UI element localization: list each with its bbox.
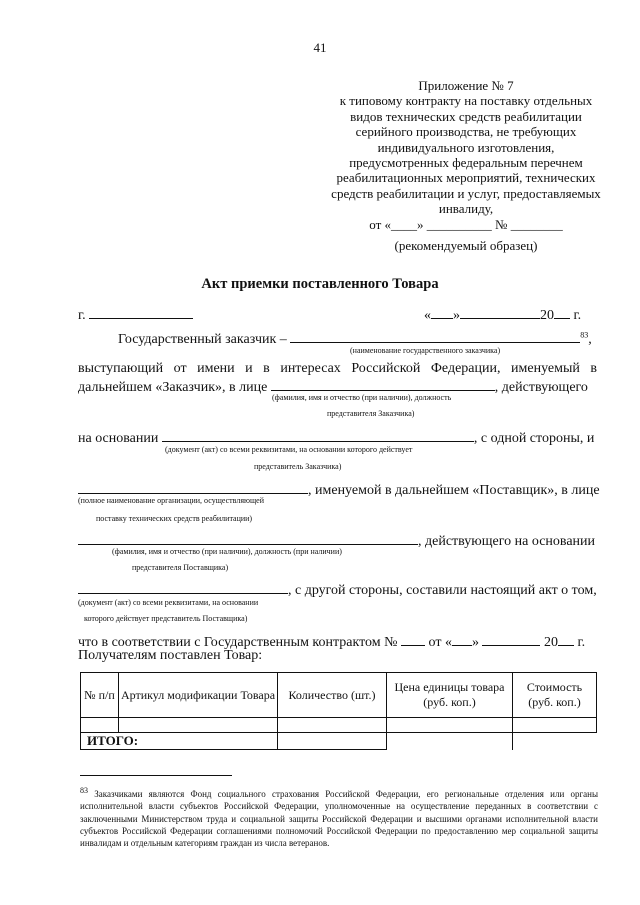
supplier-text: , именуемой в дальнейшем «Поставщик», в лице bbox=[308, 483, 600, 498]
supplier-doc-field[interactable] bbox=[78, 580, 288, 594]
para1-line1: выступающий от имени и в интересах Российской Федерации, именуемый в bbox=[78, 361, 597, 376]
total-spacer bbox=[513, 733, 597, 750]
appendix-line: предусмотренных федеральным перечнем bbox=[349, 155, 583, 171]
caption-rep-1: (фамилия, имя и отчество (при наличии), должность bbox=[272, 393, 452, 402]
contract-year-prefix: 20 bbox=[543, 635, 558, 650]
footnote-text: Заказчиками являются Фонд социального страхования Российской Федерации, его региональные отделения или органы исполнительной власти субъектов Российской Федерации, уполномоченные на осуществление переданных в соответствии с заключенными Министерством труда и социальной защиты Российской Федерации и высшими органами исполнительной власти субъектов Российской Федерации соглашениями полномочий Российской Федерации по предоставлению мер социальной защиты инвалидам и отдельным категориям граждан из числа ветеранов. bbox=[80, 789, 599, 849]
para1-line2-end: , действующего bbox=[494, 380, 588, 395]
footnote-divider bbox=[80, 775, 232, 776]
header-cost: Стоимость (руб. коп.) bbox=[513, 673, 597, 718]
contract-month-field[interactable] bbox=[482, 632, 540, 646]
appendix-line: к типовому контракту на поставку отдельных bbox=[339, 93, 593, 109]
year-prefix: 20 bbox=[540, 308, 554, 323]
other-side-text: , с другой стороны, составили настоящий акт о том, bbox=[288, 583, 597, 598]
city-line bbox=[78, 305, 193, 324]
header-number: № п/п bbox=[81, 673, 119, 718]
header-quantity: Количество (шт.) bbox=[278, 673, 387, 718]
appendix-line: индивидуального изготовления, bbox=[377, 139, 555, 155]
total-label: ИТОГО: bbox=[81, 733, 278, 750]
header-unit-price: Цена единицы товара (руб. коп.) bbox=[387, 673, 513, 718]
appendix-line: серийного производства, не требующих bbox=[355, 124, 577, 140]
appendix-line: видов технических средств реабилитации bbox=[350, 108, 582, 124]
contract-date-close: » bbox=[471, 635, 479, 650]
basis-doc-field[interactable] bbox=[162, 428, 474, 442]
date-close: » bbox=[453, 308, 460, 323]
caption-customer: (наименование государственного заказчика) bbox=[350, 346, 501, 355]
footnote bbox=[80, 785, 598, 849]
appendix-line: реабилитационных мероприятий, технических bbox=[336, 170, 596, 186]
sample-note: (рекомендуемый образец) bbox=[394, 238, 538, 253]
customer-label: Государственный заказчик – bbox=[118, 332, 287, 347]
contract-number-field[interactable] bbox=[401, 632, 425, 646]
caption-doc-1: (документ (акт) со всеми реквизитами, на основании которого действует bbox=[165, 445, 413, 454]
para1-line2-text: дальнейшем «Заказчик», в лице bbox=[78, 380, 268, 395]
caption-sdoc-1: (документ (акт) со всеми реквизитами, на основании bbox=[78, 598, 259, 607]
cell-cost[interactable] bbox=[513, 718, 597, 733]
year-field[interactable] bbox=[554, 305, 570, 319]
month-field[interactable] bbox=[460, 305, 540, 319]
contract-from: от « bbox=[428, 635, 452, 650]
basis-label: на основании bbox=[78, 431, 159, 446]
appendix-date-line: от «____» __________ № ________ bbox=[369, 216, 563, 232]
caption-org-1: (полное наименование организации, осуществляющей bbox=[78, 496, 264, 505]
caption-sup-1: (фамилия, имя и отчество (при наличии), должность (при наличии) bbox=[112, 547, 342, 556]
document-title: Акт приемки поставленного Товара bbox=[201, 276, 439, 292]
other-side-line bbox=[78, 580, 597, 599]
caption-sdoc-2: которого действует представитель Поставщика) bbox=[84, 614, 248, 623]
table-total-row bbox=[81, 733, 597, 750]
header-article: Артикул модификации Товара bbox=[119, 673, 278, 718]
year-suffix: г. bbox=[573, 308, 582, 323]
goods-table bbox=[80, 672, 597, 750]
total-quantity[interactable] bbox=[278, 733, 387, 750]
total-empty bbox=[387, 733, 513, 750]
cell-unit-price[interactable] bbox=[387, 718, 513, 733]
customer-trail: , bbox=[588, 332, 592, 347]
day-field[interactable] bbox=[431, 305, 453, 319]
caption-org-2: поставку технических средств реабилитации) bbox=[96, 514, 253, 523]
table-header-row bbox=[81, 673, 597, 718]
date-open: « bbox=[424, 308, 431, 323]
cell-article[interactable] bbox=[119, 718, 278, 733]
footnote-number: 83 bbox=[80, 786, 88, 795]
basis-end: , с одной стороны, и bbox=[473, 431, 595, 446]
appendix-line: средств реабилитации и услуг, предоставляемых bbox=[331, 185, 601, 201]
acting-text: , действующего на основании bbox=[418, 534, 596, 549]
city-field[interactable] bbox=[89, 305, 193, 319]
customer-rep-field[interactable] bbox=[271, 377, 495, 391]
customer-name-field[interactable] bbox=[290, 329, 580, 343]
appendix-line: инвалиду, bbox=[438, 201, 494, 217]
caption-sup-2: представителя Поставщика) bbox=[132, 563, 229, 572]
contract-year-field[interactable] bbox=[558, 632, 574, 646]
cell-quantity[interactable] bbox=[278, 718, 387, 733]
appendix-header bbox=[330, 78, 602, 232]
contract-year-suffix: г. bbox=[577, 635, 586, 650]
page-number: 41 bbox=[313, 40, 327, 55]
caption-doc-2: представитель Заказчика) bbox=[254, 462, 342, 471]
supplier-rep-field[interactable] bbox=[78, 531, 418, 545]
table-row bbox=[81, 718, 597, 733]
delivered-text: Получателям поставлен Товар: bbox=[78, 648, 263, 663]
contract-day-field[interactable] bbox=[452, 632, 472, 646]
supplier-name-field[interactable] bbox=[78, 480, 308, 494]
contract-text: что в соответствии с Государственным контрактом № bbox=[78, 635, 398, 650]
footnote-ref: 83 bbox=[580, 330, 589, 340]
cell-number[interactable] bbox=[81, 718, 119, 733]
city-prefix: г. bbox=[78, 308, 86, 323]
caption-rep-2: представителя Заказчика) bbox=[327, 409, 415, 418]
date-line bbox=[424, 305, 581, 324]
appendix-line: Приложение № 7 bbox=[418, 78, 514, 93]
